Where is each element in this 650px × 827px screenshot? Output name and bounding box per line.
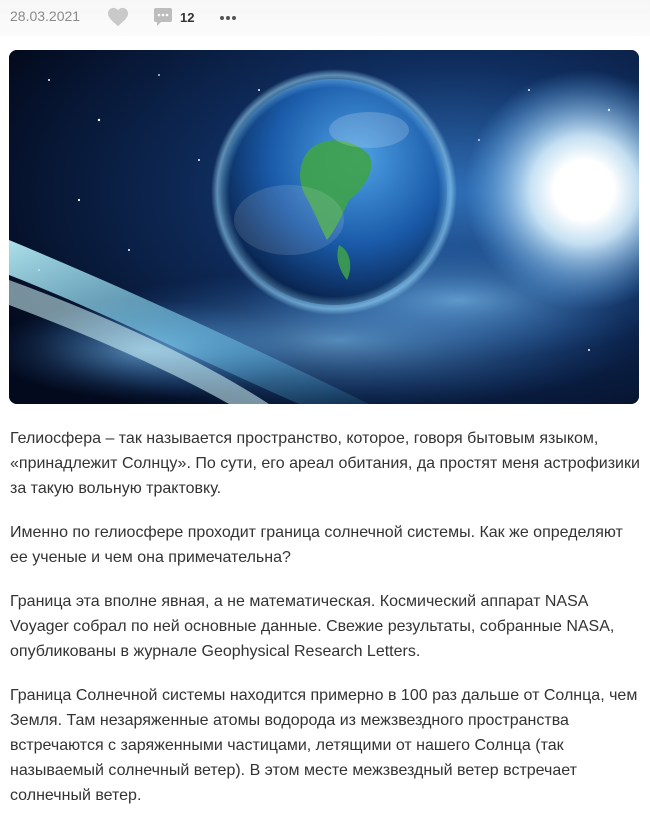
article-body: [10, 426, 640, 827]
article-paragraph: Граница эта вполне явная, а не математическая. Космический аппарат NASA Voyager собрал по ней основные данные. Свежие результаты, собранные NASA, опубликованы в журнале Geophysical Research Letters.: [10, 593, 615, 660]
comment-icon: [153, 7, 173, 27]
comments-count: 12: [180, 9, 195, 25]
like-button[interactable]: [107, 7, 129, 27]
article-paragraph: Граница Солнечной системы находится примерно в 100 раз дальше от Солнца, чем Земля. Там незаряженные атомы водорода из межзвездного пространства встречаются с заряженными частицами, летящими от нашего Солнца (так называемый солнечный ветер). В этом месте межзвездный ветер встречает солнечный ветер.: [10, 687, 638, 804]
hero-image: [9, 50, 639, 404]
post-meta-bar: [0, 0, 650, 36]
post-date: 28.03.2021: [10, 8, 81, 24]
comments-button[interactable]: [153, 7, 194, 27]
more-button[interactable]: [219, 10, 237, 20]
heart-icon: [107, 7, 129, 27]
more-dots-icon: [219, 13, 237, 23]
article-paragraph: Именно по гелиосфере проходит граница солнечной системы. Как же определяют ее ученые и чем она примечательна?: [10, 524, 623, 566]
article-paragraph: Гелиосфера – так называется пространство, которое, говоря бытовым языком, «принадлежит Солнцу». По сути, его ареал обитания, да простят меня астрофизики за такую вольную трактовку.: [10, 430, 640, 497]
